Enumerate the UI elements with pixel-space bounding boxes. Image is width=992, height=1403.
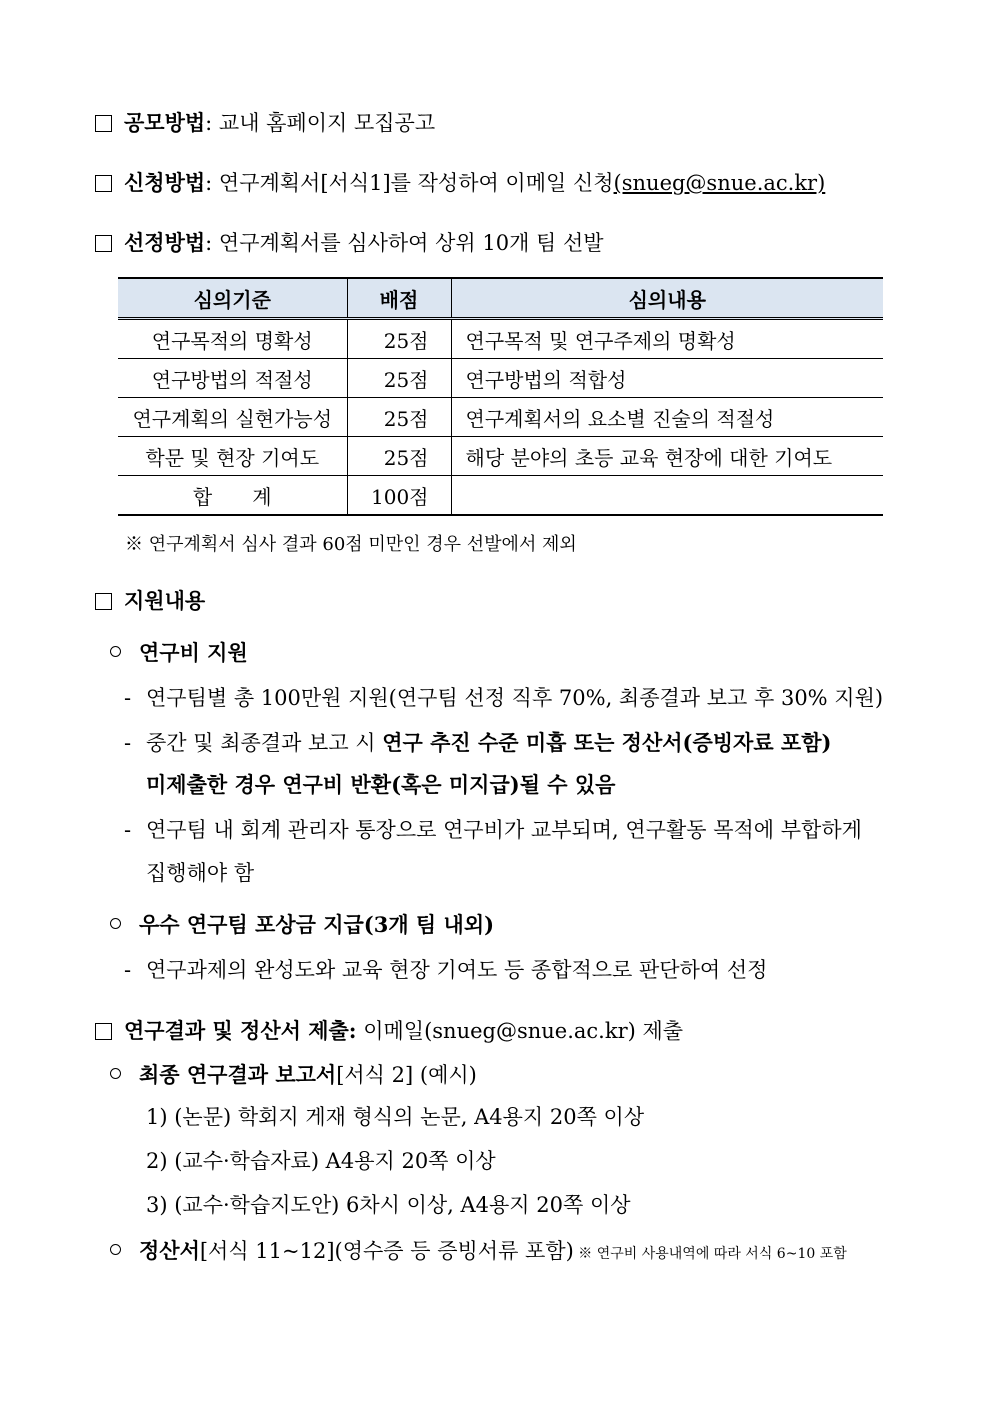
grant-item: - 연구팀 내 회계 관리자 통장으로 연구비가 교부되며, 연구활동 목적에 부합하게	[124, 818, 862, 842]
table-cell: 연구방법의 적합성	[451, 359, 883, 398]
checkbox-icon	[95, 1023, 112, 1040]
table-cell	[451, 476, 883, 516]
table-cell: 합 계	[118, 476, 347, 516]
table-row	[118, 319, 883, 359]
table-cell: 25점	[347, 359, 451, 398]
settlement-title: 정산서[서식 11~12](영수증 등 증빙서류 포함) ※ 연구비 사용내역에 따라 서식 6~10 포함	[110, 1236, 847, 1269]
table-row	[118, 398, 883, 437]
table-row-total	[118, 476, 883, 516]
section-recruit-method: 공모방법: 교내 홈페이지 모집공고	[95, 108, 435, 138]
report-item: 2) (교수·학습자료) A4용지 20쪽 이상	[146, 1149, 496, 1173]
grant-item-cont: 미제출한 경우 연구비 반환(혹은 미지급)될 수 있음	[146, 772, 616, 797]
grant-title: 연구비 지원	[110, 638, 248, 668]
checkbox-icon	[95, 235, 112, 252]
checkbox-icon	[95, 593, 112, 610]
checkbox-icon	[95, 115, 112, 132]
circle-bullet-icon	[110, 1068, 121, 1079]
table-cell: 연구목적의 명확성	[118, 319, 347, 359]
table-cell: 25점	[347, 398, 451, 437]
section-submission: 연구결과 및 정산서 제출: 이메일(snueg@snue.ac.kr) 제출	[95, 1016, 683, 1046]
report-item: 1) (논문) 학회지 게재 형식의 논문, A4용지 20쪽 이상	[146, 1105, 645, 1129]
circle-bullet-icon	[110, 1244, 121, 1255]
grant-item: - 중간 및 최종결과 보고 시 연구 추진 수준 미흡 또는 정산서(증빙자료 포함)	[124, 730, 832, 755]
table-cell: 연구계획서의 요소별 진술의 적절성	[451, 398, 883, 437]
table-header: 심의기준	[118, 278, 347, 319]
table-note: ※ 연구계획서 심사 결과 60점 미만인 경우 선발에서 제외	[125, 534, 577, 555]
table-cell: 25점	[347, 437, 451, 476]
table-cell: 연구방법의 적절성	[118, 359, 347, 398]
table-header: 심의내용	[451, 278, 883, 319]
table-header-row	[118, 278, 883, 319]
award-title: 우수 연구팀 포상금 지급(3개 팀 내외)	[110, 910, 494, 940]
circle-bullet-icon	[110, 646, 121, 657]
table-row	[118, 359, 883, 398]
table-row	[118, 437, 883, 476]
report-item: 3) (교수·학습지도안) 6차시 이상, A4용지 20쪽 이상	[146, 1193, 631, 1217]
criteria-table	[118, 277, 883, 516]
table-cell: 25점	[347, 319, 451, 359]
email-link[interactable]: (snueg@snue.ac.kr)	[613, 171, 826, 195]
table-header: 배점	[347, 278, 451, 319]
grant-item-cont: 집행해야 함	[146, 861, 255, 885]
circle-bullet-icon	[110, 918, 121, 929]
section-selection-method: 선정방법: 연구계획서를 심사하여 상위 10개 팀 선발	[95, 228, 604, 258]
section-apply-method: 신청방법: 연구계획서[서식1]를 작성하여 이메일 신청(snueg@snue.ac.kr)	[95, 168, 825, 198]
section-support: 지원내용	[95, 586, 205, 616]
checkbox-icon	[95, 175, 112, 192]
table-cell: 해당 분야의 초등 교육 현장에 대한 기여도	[451, 437, 883, 476]
table-cell: 연구계획의 실현가능성	[118, 398, 347, 437]
table-cell: 100점	[347, 476, 451, 516]
table-cell: 연구목적 및 연구주제의 명확성	[451, 319, 883, 359]
report-title: 최종 연구결과 보고서[서식 2] (예시)	[110, 1060, 477, 1090]
grant-item: - 연구팀별 총 100만원 지원(연구팀 선정 직후 70%, 최종결과 보고 후 30% 지원)	[124, 686, 884, 710]
table-cell: 학문 및 현장 기여도	[118, 437, 347, 476]
award-item: - 연구과제의 완성도와 교육 현장 기여도 등 종합적으로 판단하여 선정	[124, 958, 768, 982]
